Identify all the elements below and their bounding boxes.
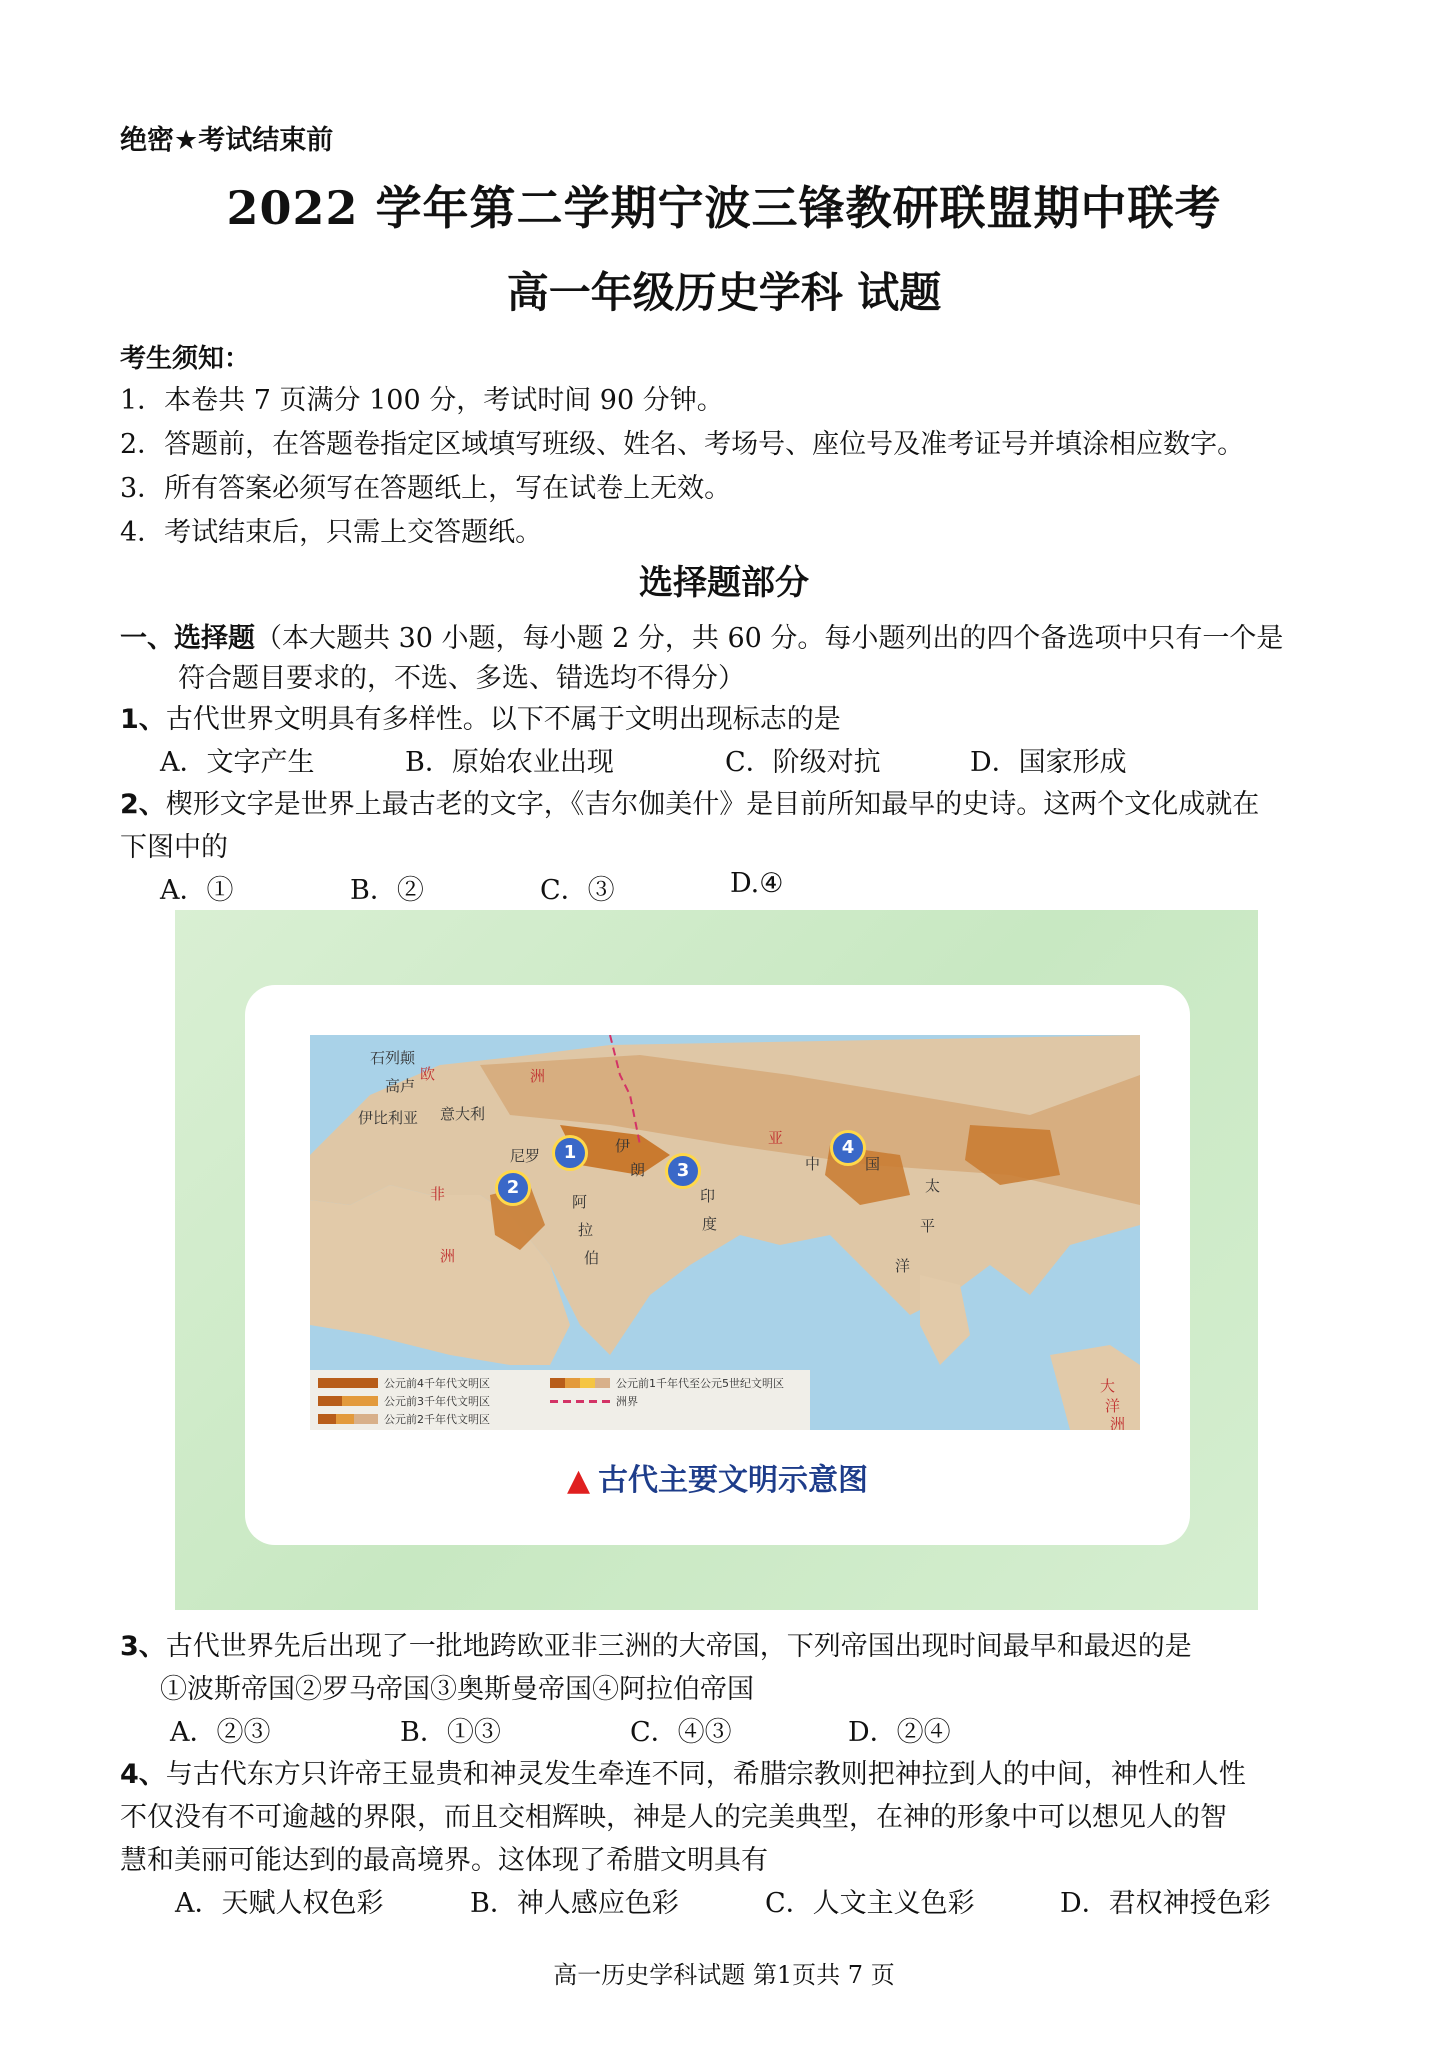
map-label: 阿 bbox=[572, 1193, 588, 1211]
notice-item: 2．答题前，在答题卷指定区域填写班级、姓名、考场号、座位号及准考证号并填涂相应数字。 bbox=[120, 429, 1245, 460]
part-desc: （本大题共 30 小题，每小题 2 分，共 60 分。每小题列出的四个备选项中只有一个是 bbox=[255, 623, 1284, 654]
exam-title: 2022 学年第二学期宁波三锋教研联盟期中联考 bbox=[226, 181, 1222, 235]
question-text: 古代世界文明具有多样性。以下不属于文明出现标志的是 bbox=[165, 704, 841, 735]
map-label: 国 bbox=[865, 1155, 881, 1173]
map-label: 意大利 bbox=[440, 1105, 486, 1123]
option-c: C．阶级对抗 bbox=[725, 747, 881, 778]
option-c: C．④③ bbox=[630, 1717, 732, 1748]
question-number: 3、 bbox=[120, 1631, 166, 1662]
question-2-options bbox=[160, 868, 783, 907]
part-label: 一、选择题 bbox=[120, 623, 255, 654]
map-label: 欧 bbox=[420, 1065, 436, 1083]
question-number: 1、 bbox=[120, 704, 166, 735]
map-label: 非 bbox=[430, 1185, 446, 1203]
question-text-cont: ①波斯帝国②罗马帝国③奥斯曼帝国④阿拉伯帝国 bbox=[160, 1674, 754, 1705]
map-marker-4: 4 bbox=[830, 1130, 866, 1166]
map-label: 洲 bbox=[530, 1067, 546, 1085]
legend-label: 洲界 bbox=[616, 1395, 638, 1408]
exam-subtitle: 高一年级历史学科 试题 bbox=[506, 268, 942, 317]
question-text: 古代世界先后出现了一批地跨欧亚非三洲的大帝国，下列帝国出现时间最早和最迟的是 bbox=[165, 1631, 1192, 1662]
question-2 bbox=[120, 782, 1259, 821]
option-b: B．原始农业出现 bbox=[405, 747, 614, 778]
map-label: 度 bbox=[702, 1215, 718, 1233]
legend-label: 公元前1千年代至公元5世纪文明区 bbox=[616, 1377, 784, 1390]
legend-item bbox=[318, 1411, 490, 1427]
map-label: 朗 bbox=[630, 1161, 646, 1179]
map-label: 伊 bbox=[615, 1137, 631, 1155]
question-text-cont: 慧和美丽可能达到的最高境界。这体现了希腊文明具有 bbox=[120, 1845, 768, 1876]
question-text-cont: 下图中的 bbox=[120, 832, 228, 863]
option-d: D．君权神授色彩 bbox=[1060, 1888, 1271, 1919]
map-label: 印 bbox=[700, 1187, 716, 1205]
notice-item: 4．考试结束后，只需上交答题纸。 bbox=[120, 517, 543, 548]
figure-caption bbox=[245, 1455, 1190, 1499]
legend-item bbox=[550, 1393, 638, 1409]
map-label: 高卢 bbox=[385, 1077, 416, 1095]
option-a: A．天赋人权色彩 bbox=[175, 1888, 384, 1919]
question-4-options bbox=[175, 1881, 1271, 1920]
map-legend bbox=[310, 1370, 810, 1430]
question-1-options bbox=[160, 740, 1127, 779]
figure-map bbox=[175, 910, 1258, 1610]
option-a: A．文字产生 bbox=[160, 747, 315, 778]
map-marker-1: 1 bbox=[552, 1135, 588, 1171]
question-number: 2、 bbox=[120, 789, 166, 820]
legend-label: 公元前2千年代文明区 bbox=[384, 1413, 490, 1426]
caption-text: 古代主要文明示意图 bbox=[598, 1463, 869, 1498]
map-label: 洲 bbox=[440, 1247, 456, 1265]
option-d: D．国家形成 bbox=[970, 747, 1127, 778]
map-marker-2: 2 bbox=[495, 1170, 531, 1206]
option-b: B．② bbox=[350, 875, 424, 906]
legend-label: 公元前3千年代文明区 bbox=[384, 1395, 490, 1408]
map-label: 亚 bbox=[768, 1129, 784, 1147]
option-d: D.④ bbox=[730, 868, 784, 899]
option-c: C．③ bbox=[540, 875, 615, 906]
map-label: 洋 bbox=[895, 1257, 911, 1275]
legend-item bbox=[318, 1393, 490, 1409]
triangle-icon: ▲ bbox=[566, 1463, 591, 1498]
legend-label: 公元前4千年代文明区 bbox=[384, 1377, 490, 1390]
map-label: 平 bbox=[920, 1217, 936, 1235]
part-heading bbox=[120, 616, 1283, 655]
map-label: 洲 bbox=[1110, 1415, 1126, 1430]
page-footer: 高一历史学科试题 第1页共 7 页 bbox=[553, 1961, 895, 1989]
notice-heading: 考生须知： bbox=[120, 344, 251, 374]
map-label: 伊比利亚 bbox=[358, 1109, 419, 1127]
map-marker-3: 3 bbox=[665, 1153, 701, 1189]
option-a: A．②③ bbox=[170, 1717, 271, 1748]
map-label: 洋 bbox=[1105, 1397, 1121, 1415]
map-label: 石列颠 bbox=[370, 1049, 416, 1067]
question-number: 4、 bbox=[120, 1759, 166, 1790]
question-4 bbox=[120, 1752, 1246, 1791]
map-label: 中 bbox=[805, 1155, 821, 1173]
option-b: B．①③ bbox=[400, 1717, 501, 1748]
question-text-cont: 不仅没有不可逾越的界限，而且交相辉映，神是人的完美典型，在神的形象中可以想见人的智 bbox=[120, 1802, 1227, 1833]
map-label: 尼罗 bbox=[510, 1147, 541, 1165]
legend-item bbox=[318, 1375, 490, 1391]
option-d: D．②④ bbox=[848, 1717, 951, 1748]
question-1 bbox=[120, 697, 841, 736]
question-3-options bbox=[170, 1710, 951, 1749]
question-text: 楔形文字是世界上最古老的文字，《吉尔伽美什》是目前所知最早的史诗。这两个文化成就在 bbox=[165, 789, 1260, 820]
notice-item: 3．所有答案必须写在答题纸上，写在试卷上无效。 bbox=[120, 473, 732, 504]
part-desc-cont: 符合题目要求的，不选、多选、错选均不得分） bbox=[178, 663, 745, 694]
map-label: 伯 bbox=[584, 1249, 600, 1267]
option-b: B．神人感应色彩 bbox=[470, 1888, 679, 1919]
confidential-label: 绝密★考试结束前 bbox=[120, 125, 334, 156]
legend-item bbox=[550, 1375, 784, 1391]
notice-item: 1．本卷共 7 页满分 100 分，考试时间 90 分钟。 bbox=[120, 385, 724, 416]
ancient-civilizations-map bbox=[310, 1035, 1140, 1430]
figure-card bbox=[245, 985, 1190, 1545]
map-label: 拉 bbox=[578, 1221, 594, 1239]
question-3 bbox=[120, 1624, 1192, 1663]
map-label: 太 bbox=[925, 1177, 941, 1195]
section-title: 选择题部分 bbox=[639, 563, 809, 603]
question-text: 与古代东方只许帝王显贵和神灵发生牵连不同，希腊宗教则把神拉到人的中间，神性和人性 bbox=[165, 1759, 1246, 1790]
map-label: 大 bbox=[1100, 1377, 1116, 1395]
option-a: A．① bbox=[160, 875, 234, 906]
option-c: C．人文主义色彩 bbox=[765, 1888, 975, 1919]
